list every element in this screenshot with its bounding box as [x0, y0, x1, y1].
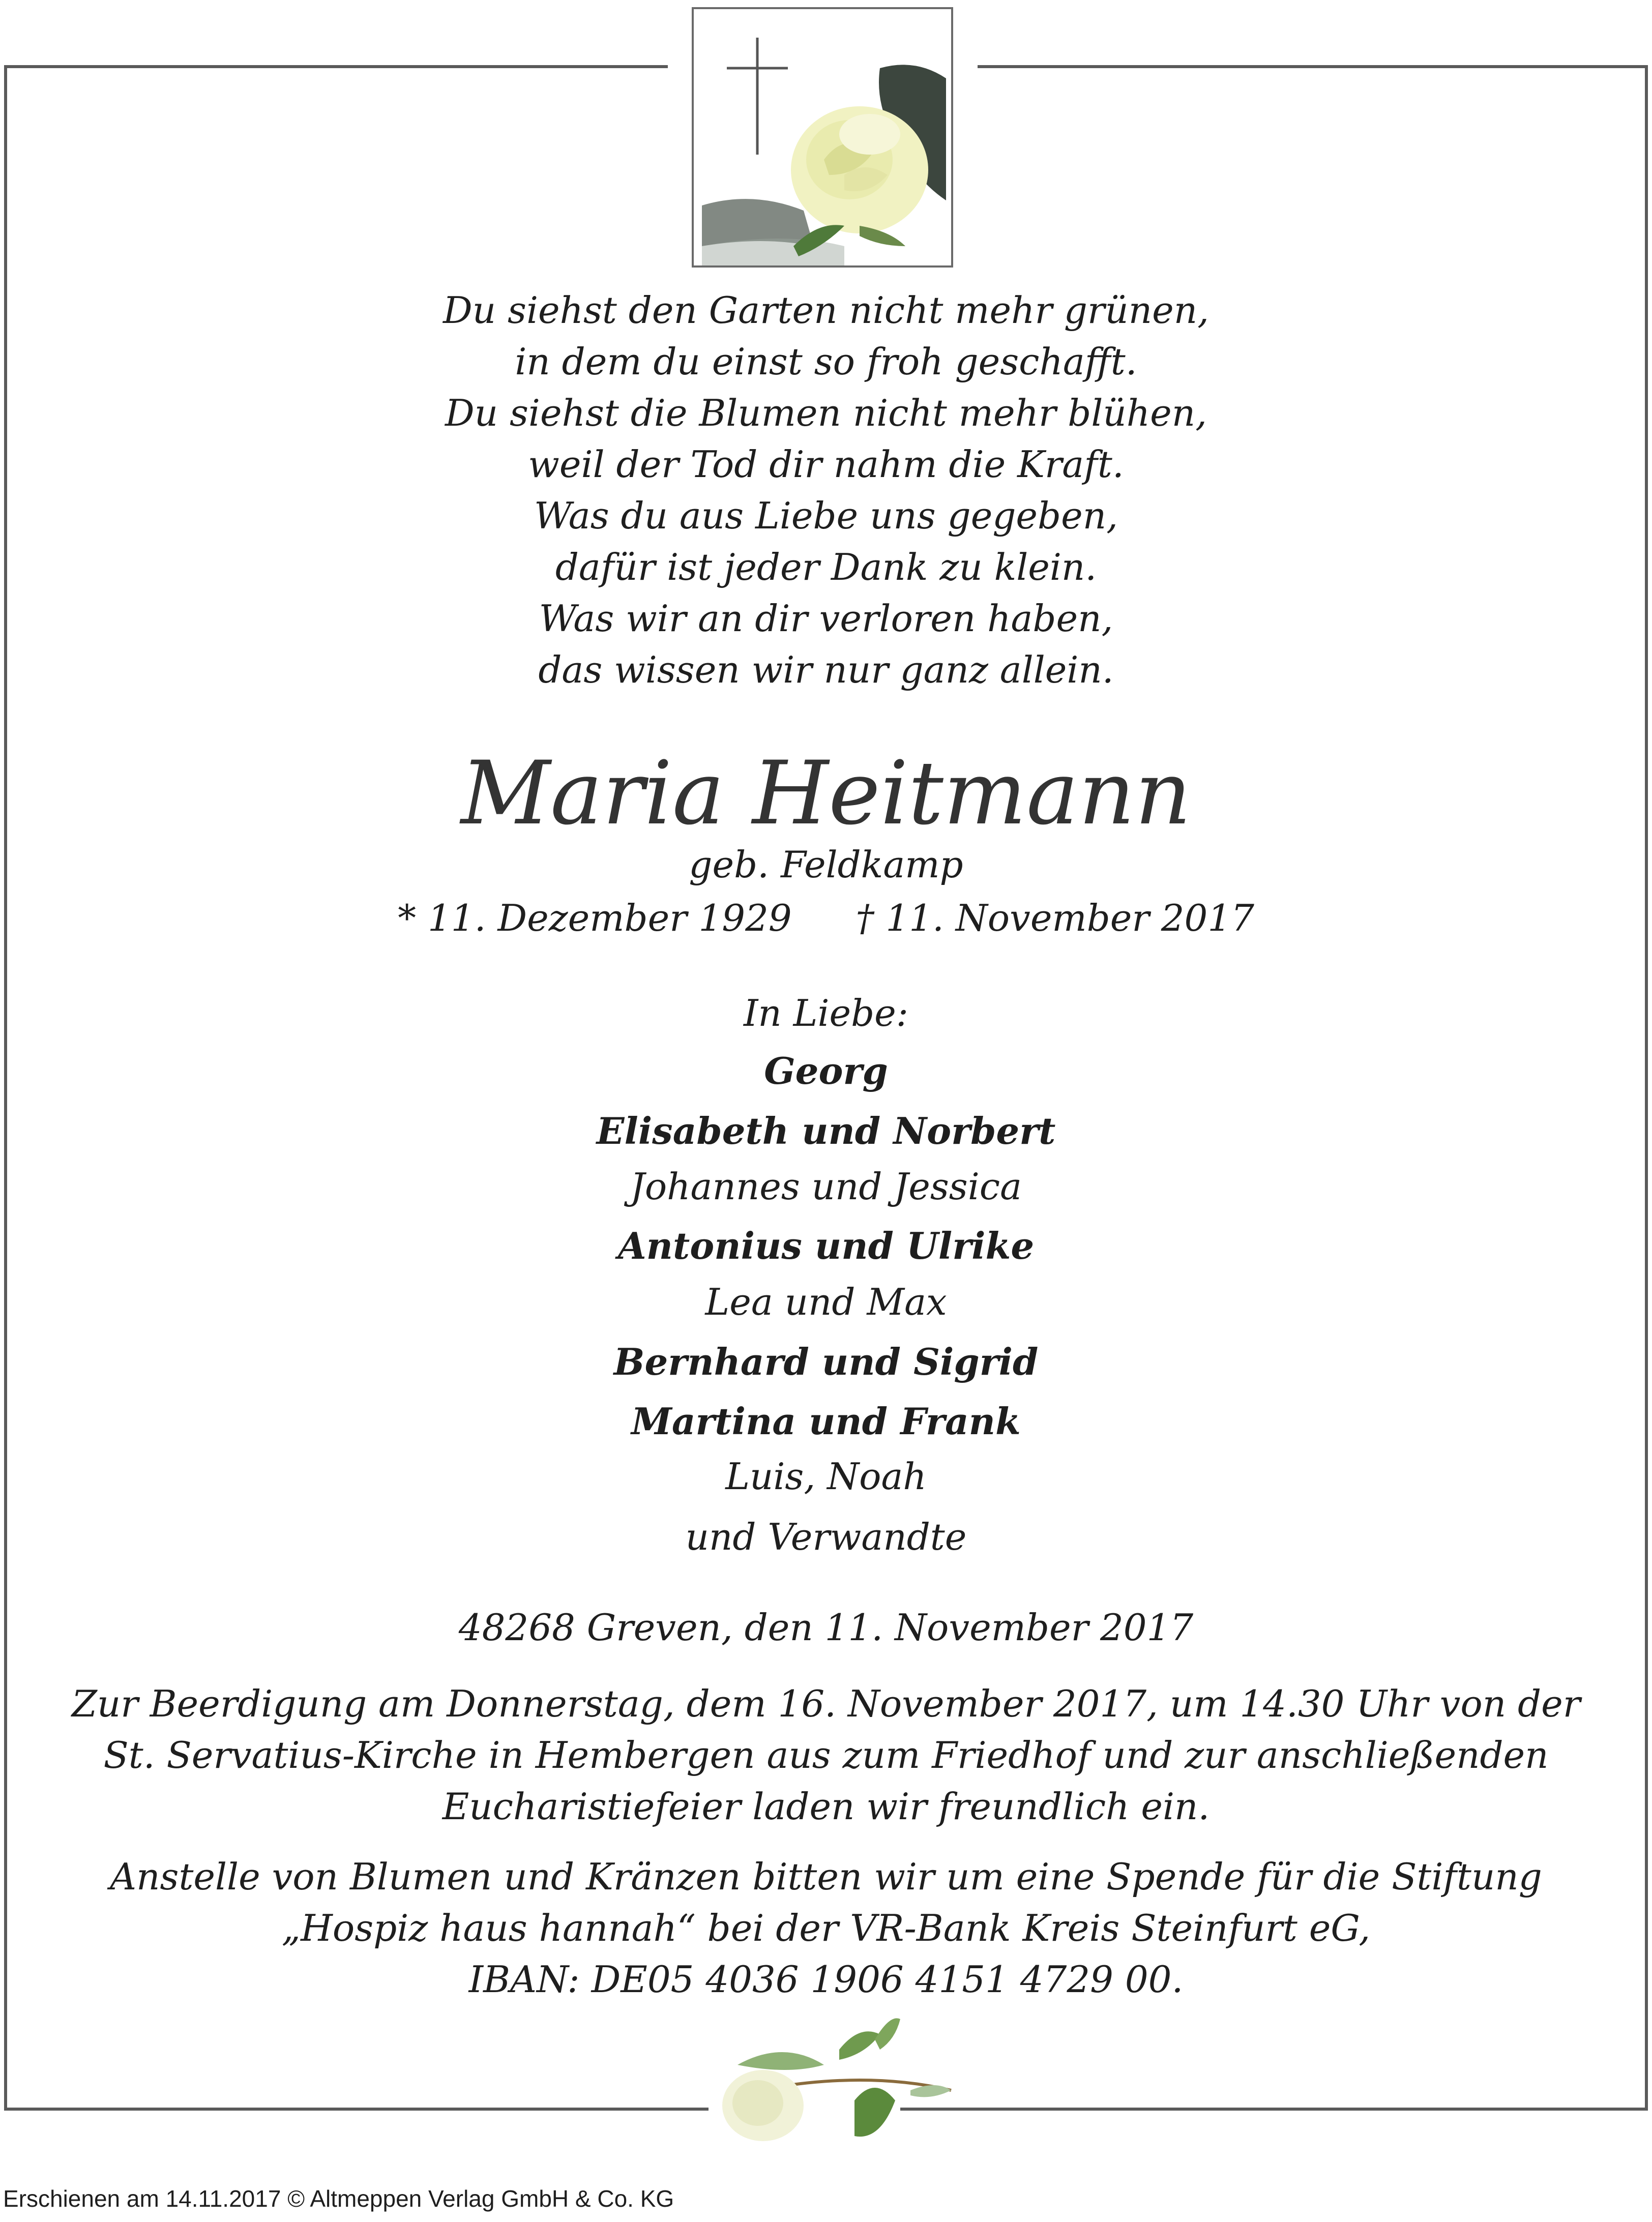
funeral-info [0, 1678, 1652, 1832]
poem-line: das wissen wir nur ganz allein. [538, 648, 1114, 691]
funeral-line: St. Servatius-Kirche in Hembergen aus zum Friedhof und zur anschließenden [103, 1734, 1549, 1776]
poem-line: Was du aus Liebe uns gegeben, [534, 494, 1118, 537]
mourner-line: und Verwandte [685, 1516, 967, 1558]
mourner-line: Antonius und Ulrike [617, 1224, 1035, 1267]
poem-line: dafür ist jeder Dank zu klein. [555, 546, 1097, 588]
death-date: † 11. November 2017 [855, 897, 1254, 939]
poem-line: Du siehst die Blumen nicht mehr blühen, [445, 392, 1207, 434]
funeral-line: Zur Beerdigung am Donnerstag, dem 16. November 2017, um 14.30 Uhr von der [71, 1682, 1581, 1725]
cross-rose-emblem [692, 7, 953, 268]
poem [0, 285, 1652, 696]
donation-line: „Hospiz haus hannah“ bei der VR-Bank Kreis Steinfurt eG, [281, 1907, 1371, 1949]
mourner-line: Luis, Noah [725, 1455, 927, 1498]
mourner-line: Johannes und Jessica [630, 1165, 1022, 1208]
poem-line: in dem du einst so froh geschafft. [515, 340, 1137, 383]
donation-info [0, 1851, 1652, 2005]
mourners-title: In Liebe: [743, 992, 909, 1034]
donation-line: Anstelle von Blumen und Kränzen bitten wir um eine Spende für die Stiftung [110, 1855, 1542, 1898]
poem-line: Was wir an dir verloren haben, [539, 597, 1113, 640]
deceased-name: Maria Heitmann [460, 742, 1192, 844]
funeral-line: Eucharistiefeier laden wir freundlich ein. [442, 1785, 1210, 1828]
poem-line: weil der Tod dir nahm die Kraft. [528, 443, 1124, 486]
place-date: 48268 Greven, den 11. November 2017 [458, 1606, 1194, 1649]
mourner-line: Lea und Max [705, 1281, 947, 1323]
life-dates [0, 893, 1652, 943]
mourner-line: Elisabeth und Norbert [596, 1109, 1056, 1152]
donation-line: IBAN: DE05 4036 1906 4151 4729 00. [468, 1958, 1184, 2001]
frame-bottom-left [4, 2108, 709, 2111]
poem-line: Du siehst den Garten nicht mehr grünen, [443, 289, 1209, 332]
mourner-line: Martina und Frank [631, 1400, 1021, 1443]
rose-emblem [712, 2014, 977, 2146]
mourner-line: Bernhard und Sigrid [613, 1340, 1039, 1383]
frame-top-left [4, 65, 668, 68]
frame-top-right [978, 65, 1648, 68]
mourner-line: Georg [764, 1049, 888, 1092]
frame-bottom-right [900, 2108, 1648, 2111]
publication-footer: Erschienen am 14.11.2017 © Altmeppen Verlag GmbH & Co. KG [3, 2185, 674, 2212]
birth-date: * 11. Dezember 1929 [398, 897, 792, 939]
birth-name: geb. Feldkamp [689, 843, 963, 886]
